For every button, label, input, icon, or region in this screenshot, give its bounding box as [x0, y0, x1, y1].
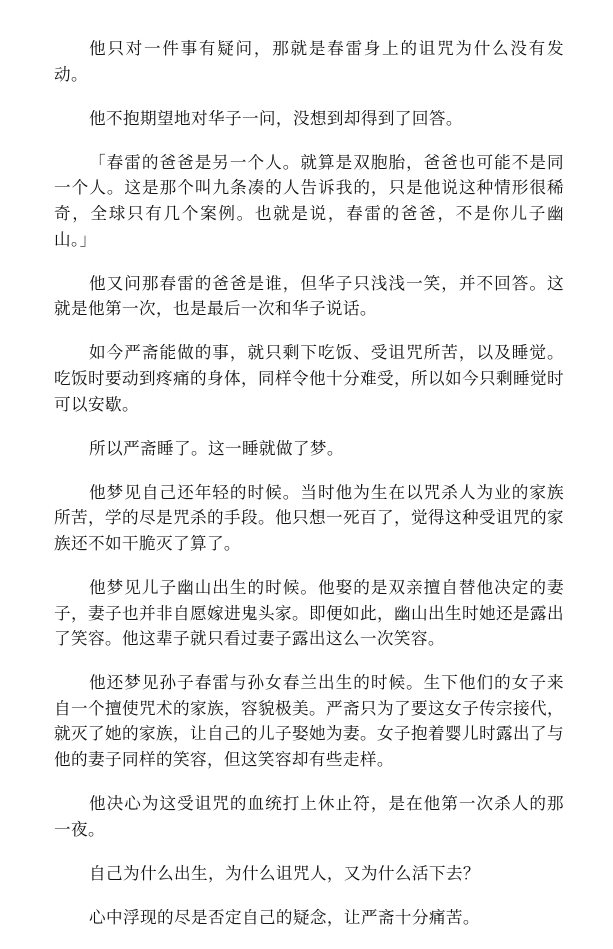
paragraph-3-quote: 「春雷的爸爸是另一个人。就算是双胞胎，爸爸也可能不是同一个人。这是那个叫九条凑的人告诉我的，只是他说这种情形很稀奇，全球只有几个案例。也就是说，春雷的爸爸，不是你儿子幽山。」 — [54, 152, 564, 249]
paragraph-6: 所以严斋睡了。这一睡就做了梦。 — [89, 438, 344, 458]
paragraph-7: 他梦见自己还年轻的时候。当时他为生在以咒杀人为业的家族所苦，学的尽是咒杀的手段。他只想一死百了，觉得这种受诅咒的家族还不如干脆灭了算了。 — [54, 482, 564, 553]
paragraph-12: 心中浮现的尽是否定自己的疑念，让严斋十分痛苦。 — [89, 907, 480, 927]
paragraph-2: 他不抱期望地对华子一问，没想到却得到了回答。 — [89, 108, 463, 128]
paragraph-10: 他决心为这受诅咒的血统打上休止符，是在他第一次杀人的那一夜。 — [54, 794, 564, 839]
paragraph-8: 他梦见儿子幽山出生的时候。他娶的是双亲擅自替他决定的妻子，妻子也并非自愿嫁进鬼头家。即便如此，幽山出生时她还是露出了笑容。他这辈子就只看过妻子露出这么一次笑容。 — [54, 578, 564, 649]
paragraph-5: 如今严斋能做的事，就只剩下吃饭、受诅咒所苦，以及睡觉。吃饭时要动到疼痛的身体，同样令他十分难受，所以如今只剩睡觉时可以安歇。 — [54, 343, 564, 414]
paragraph-9: 他还梦见孙子春雷与孙女春兰出生的时候。生下他们的女子来自一个擅使咒术的家族，容貌极美。严斋只为了要这女子传宗接代，就灭了她的家族，让自己的儿子娶她为妻。女子抱着婴儿时露出了与他的妻子同样的笑容，但这笑容却有些走样。 — [54, 673, 564, 770]
document-page — [54, 36, 564, 949]
paragraph-11: 自己为什么出生，为什么诅咒人，又为什么活下去？ — [89, 863, 480, 883]
paragraph-4: 他又问那春雷的爸爸是谁，但华子只浅浅一笑，并不回答。这就是他第一次，也是最后一次和华子说话。 — [54, 273, 564, 319]
paragraph-1: 他只对一件事有疑问，那就是春雷身上的诅咒为什么没有发动。 — [54, 39, 564, 84]
